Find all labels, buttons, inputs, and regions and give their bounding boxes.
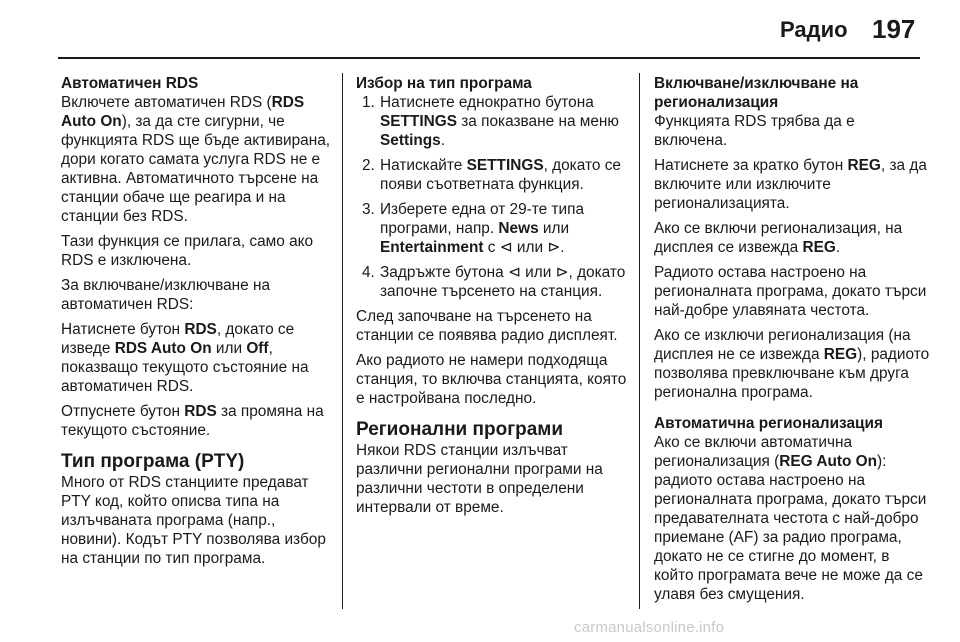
paragraph: За включване/изключване на автоматичен RDS: <box>61 277 271 313</box>
page-number: 197 <box>872 14 916 44</box>
left-arrow-icon: ⊲ <box>507 264 521 281</box>
page-title: Радио <box>780 17 848 42</box>
section-heading: Автоматичен RDS <box>61 75 199 92</box>
section-heading: Автоматична регионализация <box>654 415 883 432</box>
page-header <box>0 0 960 58</box>
section-heading: Избор на тип програма <box>356 75 532 92</box>
paragraph: Ако се включи регионализация, на дисплея се извежда REG. <box>654 220 903 256</box>
paragraph: Функцията RDS трябва да е включена. <box>654 113 855 149</box>
list-item: 4. Задръжте бутона ⊲ или ⊳, докато започне търсенето на станция. <box>362 264 626 300</box>
column-1 <box>61 74 337 574</box>
list-item: 3. Изберете една от 29-те типа програми, напр. News или Entertainment с ⊲ или ⊳. <box>362 201 585 256</box>
left-arrow-icon: ⊲ <box>499 239 513 256</box>
list-item: 2. Натискайте SETTINGS, докато се появи съответната функция. <box>362 157 621 193</box>
paragraph: Отпуснете бутон RDS за промяна на текущото състояние. <box>61 403 324 439</box>
paragraph: Радиото остава настроено на регионалната програма, докато търси най-добре улавяната честота. <box>654 264 927 319</box>
watermark: carmanualsonline.info <box>574 619 725 636</box>
paragraph: Ако се включи автоматична регионализация (REG Auto On): радиото остава настроено на регионалната програма, докато търси предавателната честота с най-добро приемане (AF) за радио програма, докато не се стигне до момент, в който програмата вече не може да се улавя без смущения. <box>654 434 927 603</box>
column-3 <box>654 74 930 610</box>
paragraph: След започване на търсенето на станции се появява радио дисплеят. <box>356 308 618 344</box>
paragraph: Натиснете бутон RDS, докато се изведе RDS Auto On или Off, показващо текущото състояние на автоматичен RDS. <box>61 321 309 395</box>
paragraph: Ако радиото не намери подходяща станция, то включва станцията, която е настройвана последно. <box>356 352 627 407</box>
section-heading: Включване/изключване на регионализация <box>654 75 859 111</box>
paragraph: Натиснете за кратко бутон REG, за да включите или изключите регионализацията. <box>654 157 927 212</box>
paragraph: Включете автоматичен RDS (RDS Auto On), за да сте сигурни, че функцията RDS ще бъде активирана, дори когато самата услуга RDS не е активна. Автоматичното търсене на станции обаче ще реагира и на станции без RDS. <box>61 94 331 225</box>
paragraph: Някои RDS станции излъчват различни регионални програми на различни честоти в определени интервали от време. <box>356 442 603 516</box>
column-2 <box>356 74 634 523</box>
right-arrow-icon: ⊳ <box>555 264 569 281</box>
section-heading: Тип програма (PTY) <box>61 451 245 472</box>
column-divider <box>342 73 343 609</box>
right-arrow-icon: ⊳ <box>547 239 561 256</box>
section-heading: Регионални програми <box>356 419 564 440</box>
paragraph: Ако се изключи регионализация (на дисплея не се извежда REG), радиото позволява превключване към друга регионална програма. <box>654 327 930 401</box>
steps-list <box>356 93 634 301</box>
list-item: 1. Натиснете еднократно бутона SETTINGS за показване на меню Settings. <box>362 94 619 149</box>
column-divider <box>639 73 640 609</box>
header-rule <box>58 57 920 59</box>
paragraph: Много от RDS станциите предават PTY код, който описва типа на излъчваната програма (напр., новини). Кодът PTY позволява избор на станции по тип програма. <box>61 474 326 567</box>
paragraph: Тази функция се прилага, само ако RDS е изключена. <box>61 233 314 269</box>
